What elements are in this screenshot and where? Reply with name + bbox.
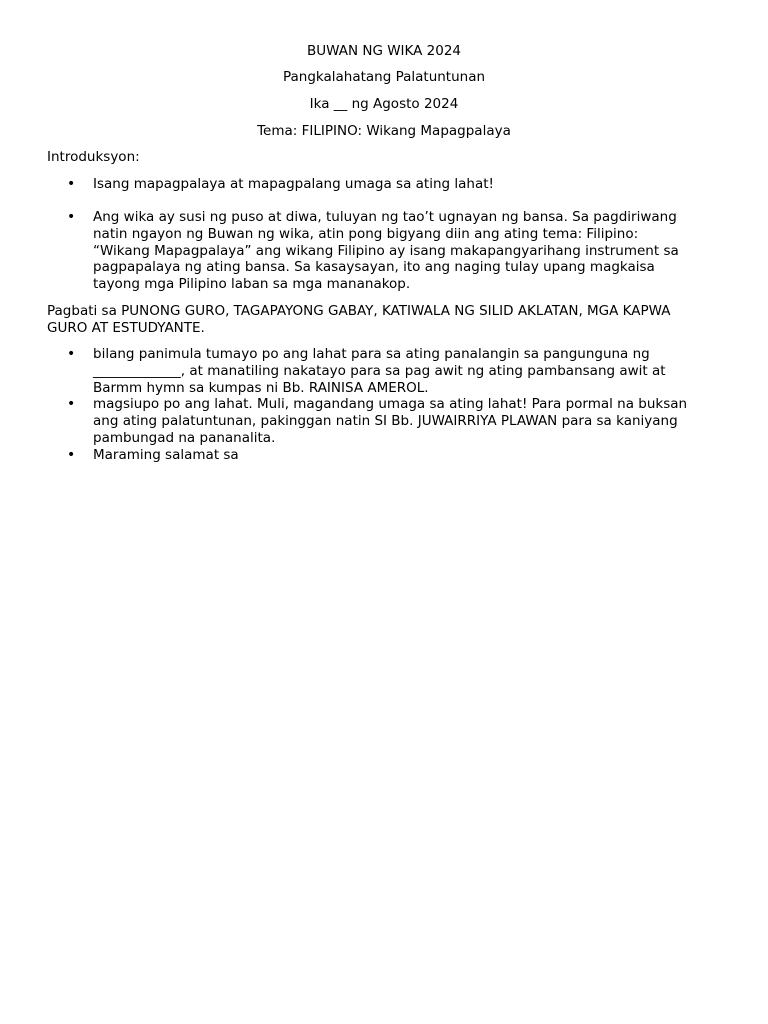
greeting-paragraph <box>47 303 737 337</box>
text-line: natin ngayon ng Buwan ng wika, atin pong bigyang diin ang ating tema: Filipino: <box>93 225 639 242</box>
text-line: pambungad na pananalita. <box>93 429 276 446</box>
event-title: BUWAN NG WIKA 2024 <box>306 43 462 59</box>
intro-bullet-text <box>93 209 733 293</box>
bullet-icon: • <box>67 176 76 192</box>
text-line: Pagbati sa PUNONG GURO, TAGAPAYONG GABAY, KATIWALA NG SILID AKLATAN, MGA KAPWA <box>47 303 671 319</box>
program-subtitle: Pangkalahatang Palatuntunan <box>282 69 486 85</box>
text-line: _____________, at manatiling nakatayo para sa pag awit ng ating pambansang awit at <box>93 362 666 379</box>
text-line: “Wikang Mapagpalaya” ang wikang Filipino ay isang makapangyarihang instrument sa <box>93 242 679 259</box>
text-line: Isang mapagpalaya at mapagpalang umaga sa ating lahat! <box>93 176 494 192</box>
program-bullet-text <box>93 396 733 446</box>
introduction-heading <box>47 149 737 166</box>
bullet-icon: • <box>67 209 76 225</box>
bullet-icon: • <box>67 396 76 412</box>
text-line: bilang panimula tumayo po ang lahat para sa ating panalangin sa pangunguna ng <box>93 346 650 362</box>
bullet-icon: • <box>67 447 76 463</box>
text-line: tayong mga Pilipino laban sa mga mananakop. <box>93 276 411 293</box>
text-line: Maraming salamat sa <box>93 447 239 463</box>
text-line: ang ating palatuntunan, pakinggan natin SI Bb. JUWAIRRIYA PLAWAN para sa kaniyang <box>93 412 678 429</box>
text-line: magsiupo po ang lahat. Muli, magandang umaga sa ating lahat! Para pormal na buksan <box>93 396 688 412</box>
program-bullet-text <box>93 346 733 396</box>
intro-bullet-text <box>93 176 733 193</box>
program-bullet-text <box>93 447 733 464</box>
text-line: GURO AT ESTUDYANTE. <box>47 320 205 336</box>
introduction-heading-text: Introduksyon: <box>47 149 140 165</box>
event-date: Ika __ ng Agosto 2024 <box>309 96 459 112</box>
text-line: Barmm hymn sa kumpas ni Bb. RAINISA AMEROL. <box>93 379 429 396</box>
text-line: pagpapalaya ng ating bansa. Sa kasaysayan, ito ang naging tulay upang magkaisa <box>93 259 655 276</box>
event-theme: Tema: FILIPINO: Wikang Mapagpalaya <box>257 123 511 139</box>
bullet-icon: • <box>67 346 76 362</box>
text-line: Ang wika ay susi ng puso at diwa, tuluyan ng tao’t ugnayan ng bansa. Sa pagdiriwang <box>93 209 677 225</box>
